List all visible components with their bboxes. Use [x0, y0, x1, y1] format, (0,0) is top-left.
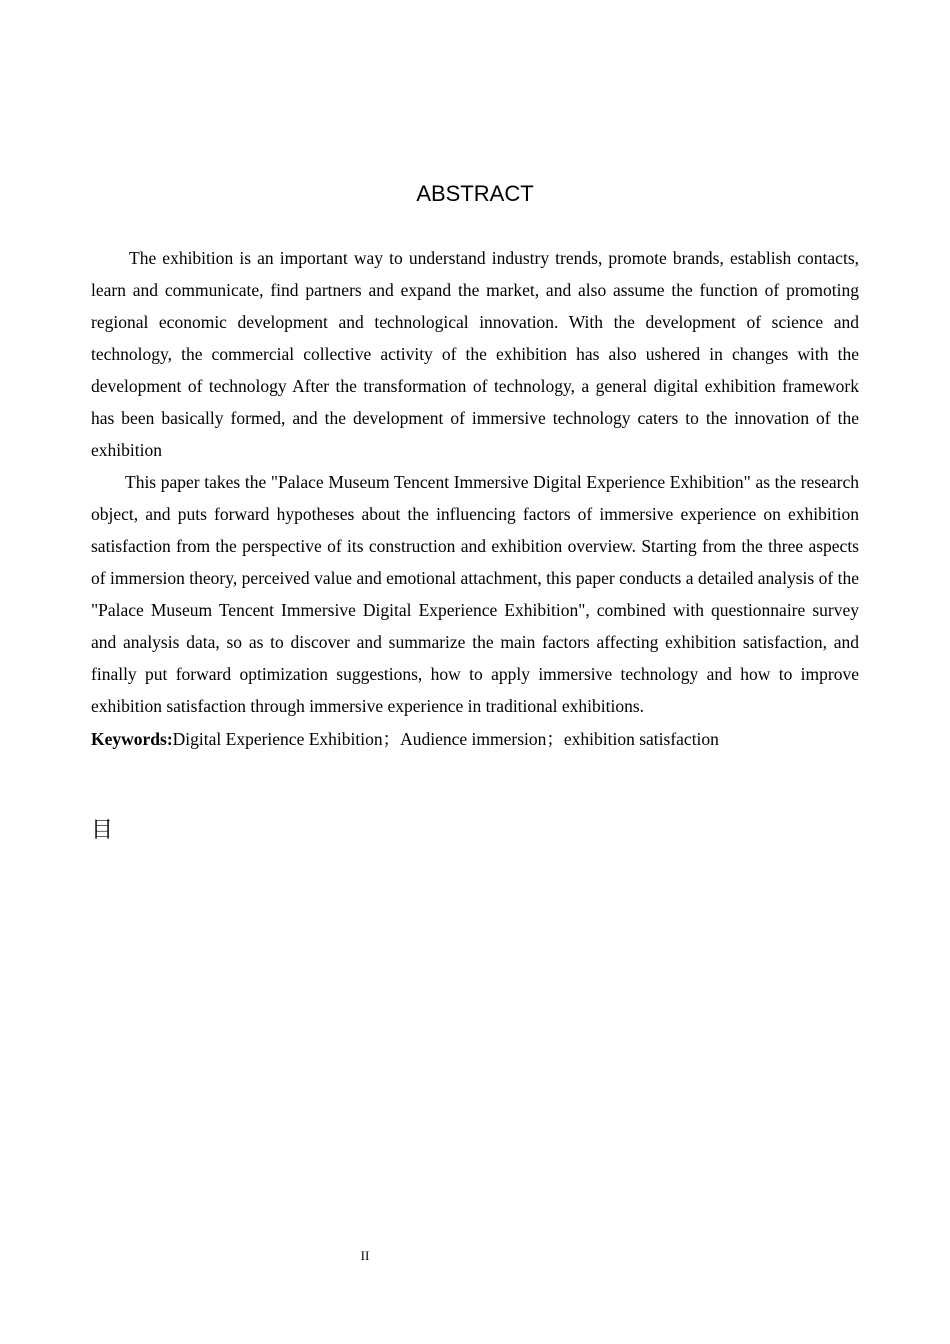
abstract-paragraph-2: This paper takes the "Palace Museum Tencent Immersive Digital Experience Exhibition" as the research object, and puts forward hypotheses about the influencing factors of immersive experience on exhibition satisfaction from the perspective of its construction and exhibition overview. Starting from the three aspects of immersion theory, perceived value and emotional attachment, this paper conducts a detailed analysis of the "Palace Museum Tencent Immersive Digital Experience Exhibition", combined with questionnaire survey and analysis data, so as to discover and summarize the main factors affecting exhibition satisfaction, and finally put forward optimization suggestions, how to apply immersive technology and how to improve exhibition satisfaction through immersive experience in traditional exhibitions. [91, 472, 859, 716]
keywords-label: Keywords: [91, 729, 173, 749]
abstract-body [91, 242, 859, 755]
abstract-title: ABSTRACT [416, 181, 534, 206]
page-number: II [360, 1248, 370, 1263]
keywords-text: Digital Experience Exhibition；Audience immersion；exhibition satisfaction [172, 729, 719, 749]
abstract-paragraph-1: The exhibition is an important way to understand industry trends, promote brands, establish contacts, learn and communicate, find partners and expand the market, and also assume the function of promoting regional economic development and technological innovation. With the development of science and technology, the commercial collective activity of the exhibition has also ushered in changes with the development of technology After the transformation of technology, a general digital exhibition framework has been basically formed, and the development of immersive technology caters to the innovation of the exhibition [91, 248, 859, 460]
toc-heading: 目 [91, 818, 114, 843]
keywords-line [91, 723, 859, 755]
